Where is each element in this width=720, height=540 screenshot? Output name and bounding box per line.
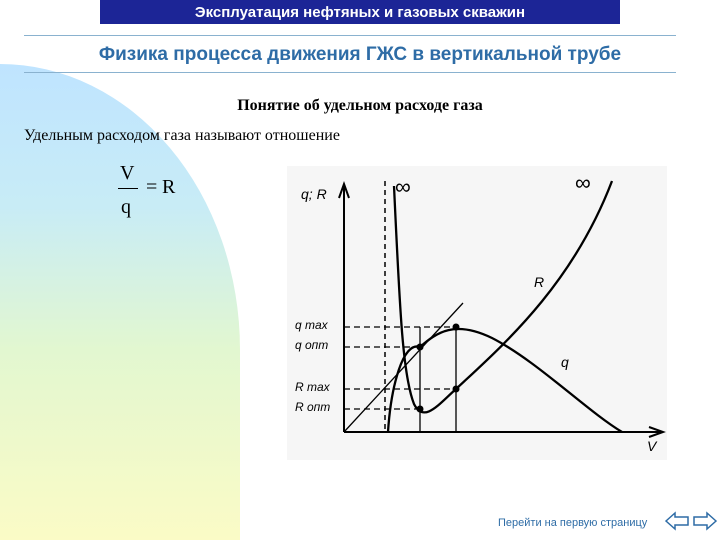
point-qopt [417,344,424,351]
fraction-line [118,188,138,189]
curve-q [388,329,622,432]
diagram-svg [287,166,667,460]
formula-denominator: q [121,196,131,218]
point-qmax [453,324,460,331]
qopt-label: q опт [295,338,329,352]
tangent-line [344,303,463,432]
formula-numerator: V [120,162,135,184]
definition-paragraph: Удельным расходом газа называют отношение [24,127,340,144]
ropt-label: R опт [295,400,331,414]
header-bar [0,0,720,24]
curve-R [394,181,612,412]
arrow-left-icon[interactable] [664,510,690,532]
title-rule-bottom [24,72,676,73]
course-title: Эксплуатация нефтяных и газовых скважин [100,0,620,24]
y-axis-label: q; R [301,186,327,202]
curve-q-label: q [561,354,569,370]
diagram [287,166,667,460]
slide-subtitle: Понятие об удельном расходе газа [237,97,483,114]
point-rmax [453,386,460,393]
title-rule-top [24,35,676,36]
first-page-link[interactable]: Перейти на первую страницу [498,517,648,529]
rmax-label: R max [295,380,330,394]
formula-equals: = [146,176,158,198]
curve-R-label: R [534,274,545,290]
formula-rhs: R [162,176,176,198]
arrow-right-icon[interactable] [692,510,718,532]
qmax-label: q max [295,318,328,332]
x-axis-label: V [647,438,657,454]
infinity-left: ∞ [395,174,411,199]
formula [112,162,192,222]
infinity-right: ∞ [575,170,591,195]
slide-title: Физика процесса движения ГЖС в вертикальной трубе [98,44,622,65]
point-ropt [417,406,424,413]
